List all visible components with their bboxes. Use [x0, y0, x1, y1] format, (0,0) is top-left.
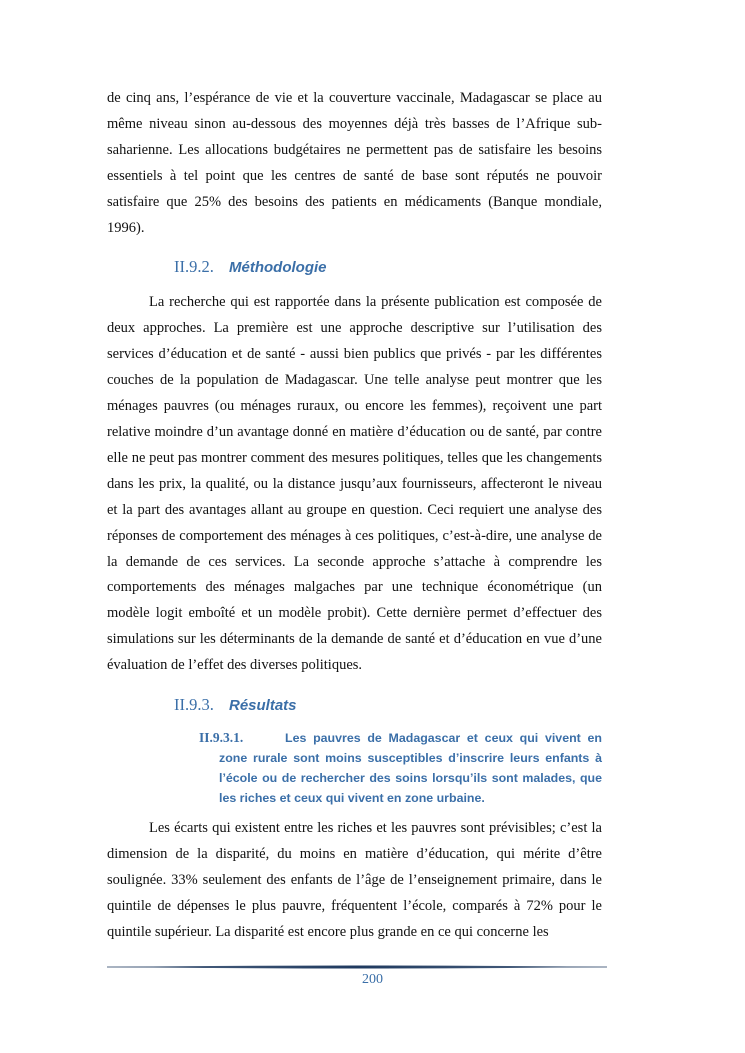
paragraph-methodologie: La recherche qui est rapportée dans la présente publication est composée de deux approches. La première est une approche descriptive sur l’utilisation des services d’éducation et de santé - aussi bien publics que privés - par les différentes couches de la population de Madagascar. Une telle analyse peut montrer que les ménages pauvres (ou ménages ruraux, ou encore les femmes), reçoivent une part relative moindre d’un avantage donné en matière d’éducation ou de santé, par contre elle ne peut pas montrer comment des mesures politiques, telles que les changements dans les prix, la qualité, ou la distance jusqu’aux fournisseurs, affecteront le niveau et la part des avantages allant au groupe en question. Ceci requiert une analyse des réponses de comportement des ménages à ces politiques, c’est-à-dire, une analyse de la demande de ces services. La seconde approche s’attache à comprendre les comportements des ménages malgaches par une technique économétrique (un modèle logit emboîté et un modèle probit). Cette dernière permet d’effectuer des simulations sur les déterminants de la demande de santé et d’éducation en vue d’une évaluation de l’effet des diverses politiques. — [107, 294, 602, 674]
heading-title: Méthodologie — [229, 259, 327, 277]
heading-number: II.9.2. — [174, 257, 214, 277]
heading-number: II.9.3. — [174, 695, 214, 715]
footer-divider — [107, 964, 607, 970]
heading-resultats — [174, 693, 602, 718]
heading-methodologie — [174, 255, 602, 280]
paragraph-resultats: Les écarts qui existent entre les riches et les pauvres sont prévisibles; c’est la dimension de la disparité, du moins en matière d’éducation, qui mérite d’être soulignée. 33% seulement des enfants de l’âge de l’enseignement primaire, dans le quintile de dépenses le plus pauvre, fréquentent l’école, comparés à 72% pour le quintile supérieur. La disparité est encore plus grande en ce qui concerne les — [107, 820, 602, 940]
paragraph-intro: de cinq ans, l’espérance de vie et la couverture vaccinale, Madagascar se place au même niveau sinon au-dessous des moyennes déjà très basses de l’Afrique sub-saharienne. Les allocations budgétaires ne permettent pas de satisfaire les besoins essentiels à tel point que les centres de santé de base sont réputés ne pouvoir satisfaire que 25% des besoins des patients en médicaments (Banque mondiale, 1996). — [107, 90, 602, 236]
document-body — [107, 86, 602, 946]
page-number: 200 — [362, 972, 383, 987]
subheading-title: Les pauvres de Madagascar et ceux qui vivent en zone rurale sont moins susceptibles d’inscrire leurs enfants à l’école ou de rechercher des soins lorsqu’ils sont malades, que les riches et ceux qui vivent en zone urbaine. — [219, 731, 602, 806]
subheading-number: II.9.3.1. — [199, 730, 244, 746]
heading-title: Résultats — [229, 697, 297, 715]
subheading-pauvres — [199, 728, 602, 808]
